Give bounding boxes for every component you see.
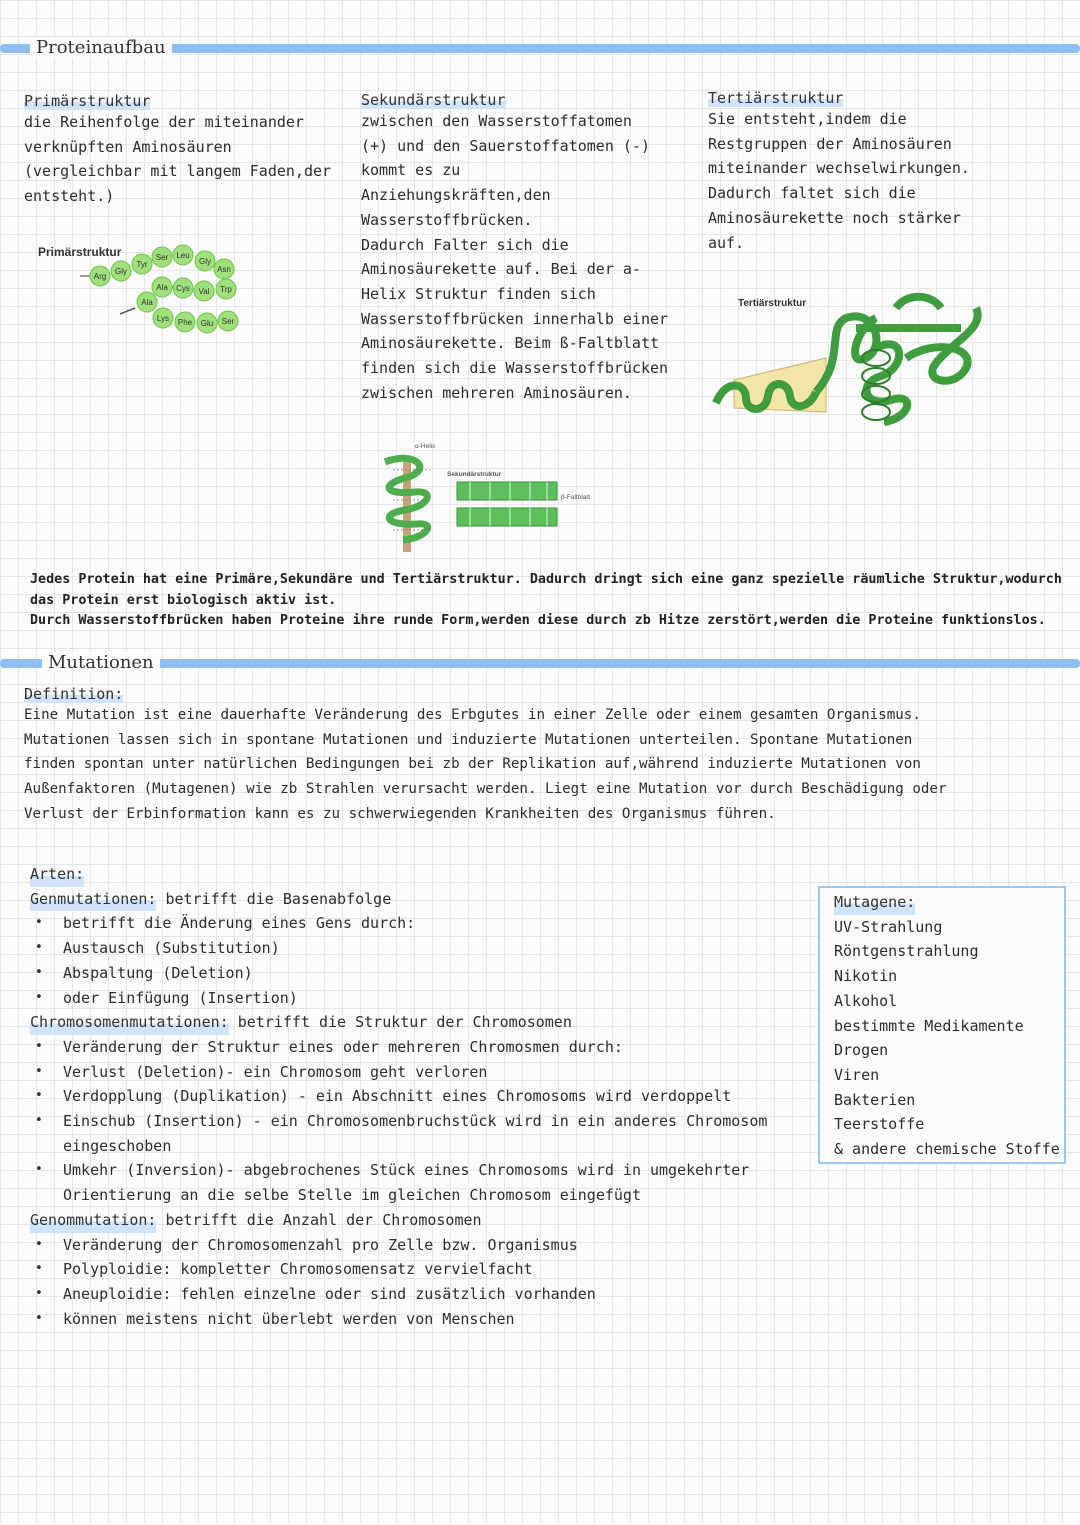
gene-mutation-list bbox=[30, 911, 800, 1010]
svg-text:Cys: Cys bbox=[176, 284, 190, 293]
list-item: • Verlust (Deletion)- ein Chromosom geht verloren bbox=[30, 1060, 800, 1085]
sheet-label: β-Faltblatt bbox=[561, 494, 591, 501]
svg-text:Trp: Trp bbox=[220, 285, 232, 294]
amino-acid bbox=[195, 251, 215, 271]
amino-acid bbox=[111, 261, 131, 281]
amino-acid bbox=[173, 278, 193, 298]
tertiary-structure-block bbox=[708, 88, 1048, 255]
svg-text:Ala: Ala bbox=[141, 298, 153, 307]
amino-acid bbox=[197, 313, 217, 333]
text-line: kommt es zu bbox=[361, 161, 461, 180]
text-line: finden spontan unter natürlichen Bedingungen bei zb der Replikation auf,während induzierte Mutationen von bbox=[24, 756, 921, 773]
text-line: entsteht.) bbox=[24, 187, 115, 206]
amino-acid bbox=[216, 279, 236, 299]
text-line: Verlust der Erbinformation kann es zu schwerwiegenden Krankheiten des Organismus führen. bbox=[24, 805, 776, 822]
text-line: finden sich die Wasserstoffbrücken bbox=[361, 359, 669, 378]
svg-text:Ser: Ser bbox=[221, 317, 235, 326]
text-line: Eine Mutation ist eine dauerhafte Veränderung des Erbgutes in einer Zelle oder einem gesamten Organismus. bbox=[24, 707, 921, 723]
amino-acid bbox=[175, 312, 195, 332]
mutagen-item: bestimmte Medikamente bbox=[834, 1016, 1024, 1035]
svg-text:Glu: Glu bbox=[200, 319, 214, 328]
amino-acid bbox=[90, 266, 110, 286]
mutagen-item: & andere chemische Stoffe bbox=[834, 1140, 1060, 1159]
gene-mutation-title bbox=[30, 887, 800, 912]
list-item: • Polyploidie: kompletter Chromosomensatz vervielfacht bbox=[30, 1257, 800, 1282]
svg-text:Ala: Ala bbox=[156, 283, 168, 292]
list-item: • Umkehr (Inversion)- abgebrochenes Stück eines Chromosoms wird in umgekehrter Orientierung an die selbe Stelle im gleichen Chromosom eingefügt bbox=[30, 1158, 800, 1207]
text-line: Anziehungskräften,den bbox=[361, 186, 551, 205]
svg-text:Asn: Asn bbox=[217, 265, 231, 274]
genome-mutation-list bbox=[30, 1233, 800, 1332]
section-title-mutationen: Mutationen bbox=[42, 652, 160, 673]
tertiary-figure-label: Tertiärstruktur bbox=[738, 298, 807, 309]
text-line: Durch Wasserstoffbrücken haben Proteine ihre runde Form,werden diese durch zb Hitze zerstört,werden die Proteine funktionslos. bbox=[30, 613, 1046, 628]
text-line: Sie entsteht,indem die bbox=[708, 110, 907, 128]
list-item: • Einschub (Insertion) - ein Chromosomenbruchstück wird in ein anderes Chromosom eingeschoben bbox=[30, 1109, 800, 1158]
primary-figure-label: Primärstruktur bbox=[38, 245, 122, 259]
svg-text:Phe: Phe bbox=[177, 318, 193, 327]
text-line: die Reihenfolge der miteinander bbox=[24, 113, 304, 131]
chromosome-mutation-desc: betrifft die Struktur der Chromosomen bbox=[228, 1013, 572, 1032]
amino-acid bbox=[218, 311, 238, 331]
text-line: (+) und den Sauerstoffatomen (-) bbox=[361, 136, 650, 155]
text-line: Restgruppen der Aminosäuren bbox=[708, 134, 952, 153]
types-heading: Arten: bbox=[30, 862, 84, 887]
list-item: • oder Einfügung (Insertion) bbox=[30, 986, 800, 1011]
text-line: Wasserstoffbrücken innerhalb einer bbox=[361, 309, 669, 328]
genome-mutation-title bbox=[30, 1208, 800, 1233]
secondary-structure-block bbox=[361, 90, 701, 405]
primary-structure-figure bbox=[30, 236, 250, 342]
text-line: zwischen mehreren Aminosäuren. bbox=[361, 383, 632, 402]
text-line: Dadurch Falter sich die bbox=[361, 235, 569, 254]
list-item: • können meistens nicht überlebt werden von Menschen bbox=[30, 1307, 800, 1332]
secondary-figure-label: Sekundärstruktur bbox=[447, 471, 502, 478]
amino-acid bbox=[173, 245, 193, 265]
secondary-heading: Sekundärstruktur bbox=[361, 91, 506, 109]
list-item: • Aneuploidie: fehlen einzelne oder sind zusätzlich vorhanden bbox=[30, 1282, 800, 1307]
chromosome-mutation-title bbox=[30, 1010, 800, 1035]
mutagen-item: Alkohol bbox=[834, 991, 898, 1010]
list-item: • Abspaltung (Deletion) bbox=[30, 961, 800, 986]
gene-mutation-label: Genmutationen: bbox=[30, 887, 156, 912]
text-line: miteinander wechselwirkungen. bbox=[708, 159, 970, 178]
primary-structure-block bbox=[24, 91, 354, 209]
mutagen-item: Nikotin bbox=[834, 967, 898, 986]
tertiary-text bbox=[708, 107, 1048, 255]
amino-acid bbox=[152, 247, 172, 267]
text-line: (vergleichbar mit langem Faden,der bbox=[24, 162, 332, 181]
mutagens-box bbox=[818, 886, 1066, 1164]
amino-acid bbox=[137, 292, 157, 312]
chromosome-mutation-list bbox=[30, 1035, 800, 1208]
svg-text:Gly: Gly bbox=[115, 267, 127, 276]
text-line: Außenfaktoren (Mutagenen) wie zb Strahlen verursacht werden. Liegt eine Mutation vor durch Beschädigung oder bbox=[24, 781, 947, 798]
mutagen-item: Viren bbox=[834, 1065, 880, 1084]
helix-label: α-Helix bbox=[415, 443, 436, 450]
protein-summary bbox=[30, 570, 1070, 632]
list-item: • Austausch (Substitution) bbox=[30, 936, 800, 961]
gene-mutation-desc: betrifft die Basenabfolge bbox=[156, 889, 392, 908]
svg-text:Val: Val bbox=[198, 287, 210, 296]
definition-text bbox=[24, 703, 1064, 827]
genome-mutation-label: Genommutation: bbox=[30, 1208, 156, 1233]
svg-text:Leu: Leu bbox=[176, 251, 190, 260]
genome-mutation-desc: betrifft die Anzahl der Chromosomen bbox=[156, 1210, 482, 1229]
tertiary-heading: Tertiärstruktur bbox=[708, 89, 844, 107]
list-item: • betrifft die Änderung eines Gens durch: bbox=[30, 911, 800, 936]
mutagen-item: Drogen bbox=[834, 1041, 889, 1060]
mutagen-item: Röntgenstrahlung bbox=[834, 942, 979, 961]
section-title-proteinaufbau: Proteinaufbau bbox=[30, 37, 172, 58]
list-item: • Veränderung der Chromosomenzahl pro Zelle bzw. Organismus bbox=[30, 1233, 800, 1258]
primary-heading: Primärstruktur bbox=[24, 92, 151, 110]
primary-text bbox=[24, 110, 354, 209]
text-line: verknüpften Aminosäuren bbox=[24, 137, 232, 156]
list-item: • Veränderung der Struktur eines oder mehreren Chromosmen durch: bbox=[30, 1035, 800, 1060]
text-line: Aminosäurekette auf. Bei der a- bbox=[361, 260, 641, 279]
secondary-text bbox=[361, 109, 701, 405]
svg-text:Tyr: Tyr bbox=[136, 260, 148, 269]
amino-acid bbox=[132, 254, 152, 274]
amino-acid bbox=[194, 281, 214, 301]
list-item: • Verdopplung (Duplikation) - ein Abschnitt eines Chromosoms wird verdoppelt bbox=[30, 1084, 800, 1109]
text-line: Aminosäurekette. Beim ß-Faltblatt bbox=[361, 334, 660, 353]
beta-sheet bbox=[457, 482, 557, 526]
text-line: zwischen den Wasserstoffatomen bbox=[361, 112, 632, 130]
text-line: Wasserstoffbrücken. bbox=[361, 210, 533, 229]
amino-acid bbox=[152, 277, 172, 297]
text-line: das Protein erst biologisch aktiv ist. bbox=[30, 592, 337, 608]
amino-acid bbox=[153, 308, 173, 328]
definition-block bbox=[24, 684, 1064, 827]
text-line: Mutationen lassen sich in spontane Mutationen und induzierte Mutationen unterteilen. Spontane Mutationen bbox=[24, 731, 913, 748]
text-line: Aminosäurekette noch stärker bbox=[708, 208, 961, 227]
amino-acid bbox=[214, 259, 234, 279]
chromosome-mutation-label: Chromosomenmutationen: bbox=[30, 1010, 229, 1035]
svg-text:Gly: Gly bbox=[199, 257, 211, 266]
section-divider-mutationen bbox=[0, 659, 1080, 668]
mutation-types-block bbox=[30, 862, 800, 1331]
text-line: auf. bbox=[708, 233, 745, 252]
mutagens-heading: Mutagene: bbox=[834, 890, 915, 915]
mutagen-item: Bakterien bbox=[834, 1090, 916, 1109]
text-line: Dadurch faltet sich die bbox=[708, 184, 916, 203]
definition-heading: Definition: bbox=[24, 685, 124, 703]
text-line: Jedes Protein hat eine Primäre,Sekundäre und Tertiärstruktur. Dadurch dringt sich eine ganz spezielle räumliche Struktur,wodurch bbox=[30, 572, 1062, 587]
text-line: Helix Struktur finden sich bbox=[361, 284, 596, 303]
tertiary-structure-figure bbox=[706, 288, 991, 438]
mutagen-item: Teerstoffe bbox=[834, 1115, 925, 1134]
svg-text:Lys: Lys bbox=[156, 314, 170, 323]
mutagen-item: UV-Strahlung bbox=[834, 917, 943, 936]
svg-text:Arg: Arg bbox=[93, 272, 107, 281]
svg-text:Ser: Ser bbox=[155, 253, 169, 262]
secondary-structure-figure bbox=[375, 440, 605, 555]
